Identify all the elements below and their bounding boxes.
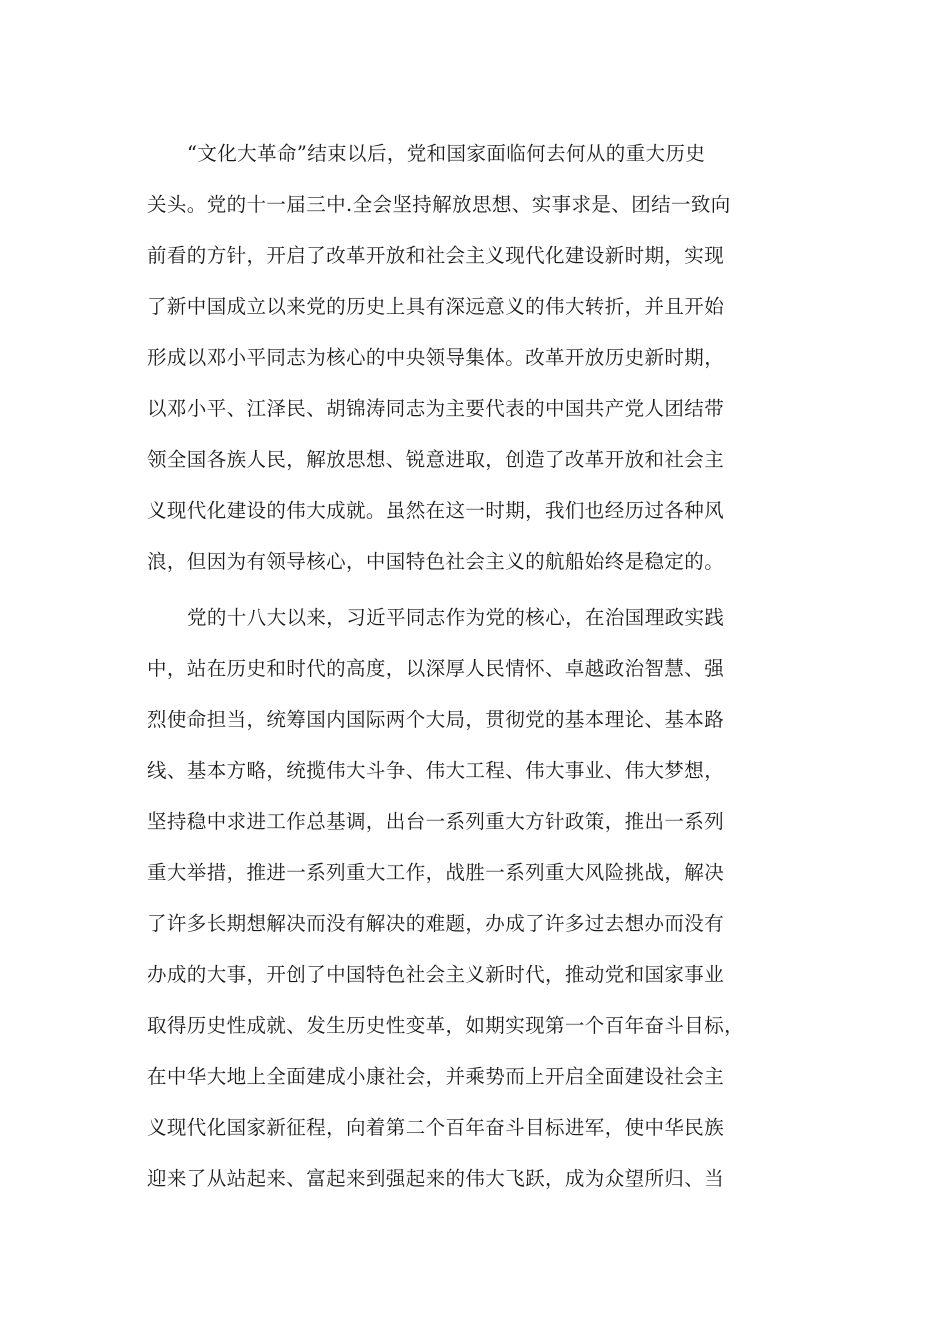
- paragraph-line: 取得历史性成就、发生历史性变革，如期实现第一个百年奋斗目标，: [147, 1014, 745, 1037]
- paragraph-line: 中，站在历史和时代的高度，以深厚人民情怀、卓越政治智慧、强: [147, 657, 725, 680]
- paragraph-line: 形成以邓小平同志为核心的中央领导集体。改革开放历史新时期，: [147, 346, 725, 369]
- paragraph-1: [147, 128, 807, 587]
- paragraph-line: 以邓小平、江泽民、胡锦涛同志为主要代表的中国共产党人团结带: [147, 397, 725, 420]
- paragraph-line: 前看的方针，开启了改革开放和社会主义现代化建设新时期，实现: [147, 244, 725, 267]
- paragraph-line: 坚持稳中求进工作总基调，出台一系列重大方针政策，推出一系列: [147, 810, 725, 833]
- paragraph-line: 重大举措，推进一系列重大工作，战胜一系列重大风险挑战，解决: [147, 861, 725, 884]
- paragraph-line: 浪，但因为有领导核心，中国特色社会主义的航船始终是稳定的。: [147, 550, 725, 573]
- paragraph-line: “文化大革命”结束以后，党和国家面临何去何从的重大历史: [187, 142, 706, 165]
- paragraph-line: 义现代化建设的伟大成就。虽然在这一时期，我们也经历过各种风: [147, 499, 725, 522]
- paragraph-line: 迎来了从站起来、富起来到强起来的伟大飞跃，成为众望所归、当: [147, 1167, 725, 1190]
- paragraph-line: 关头。党的十一届三中.全会坚持解放思想、实事求是、团结一致向: [147, 193, 731, 216]
- paragraph-line: 义现代化国家新征程，向着第二个百年奋斗目标进军，使中华民族: [147, 1116, 725, 1139]
- document-body: [147, 128, 807, 1204]
- paragraph-line: 了许多长期想解决而没有解决的难题，办成了许多过去想办而没有: [147, 912, 725, 935]
- paragraph-line: 领全国各族人民，解放思想、锐意进取，创造了改革开放和社会主: [147, 448, 725, 471]
- paragraph-line: 了新中国成立以来党的历史上具有深远意义的伟大转折，并且开始: [147, 295, 725, 318]
- paragraph-line: 烈使命担当，统筹国内国际两个大局，贯彻党的基本理论、基本路: [147, 708, 725, 731]
- paragraph-2: [147, 592, 807, 1204]
- paragraph-line: 办成的大事，开创了中国特色社会主义新时代，推动党和国家事业: [147, 963, 725, 986]
- paragraph-line: 党的十八大以来，习近平同志作为党的核心，在治国理政实践: [187, 606, 725, 629]
- paragraph-line: 在中华大地上全面建成小康社会，并乘势而上开启全面建设社会主: [147, 1065, 725, 1088]
- paragraph-line: 线、基本方略，统揽伟大斗争、伟大工程、伟大事业、伟大梦想，: [147, 759, 725, 782]
